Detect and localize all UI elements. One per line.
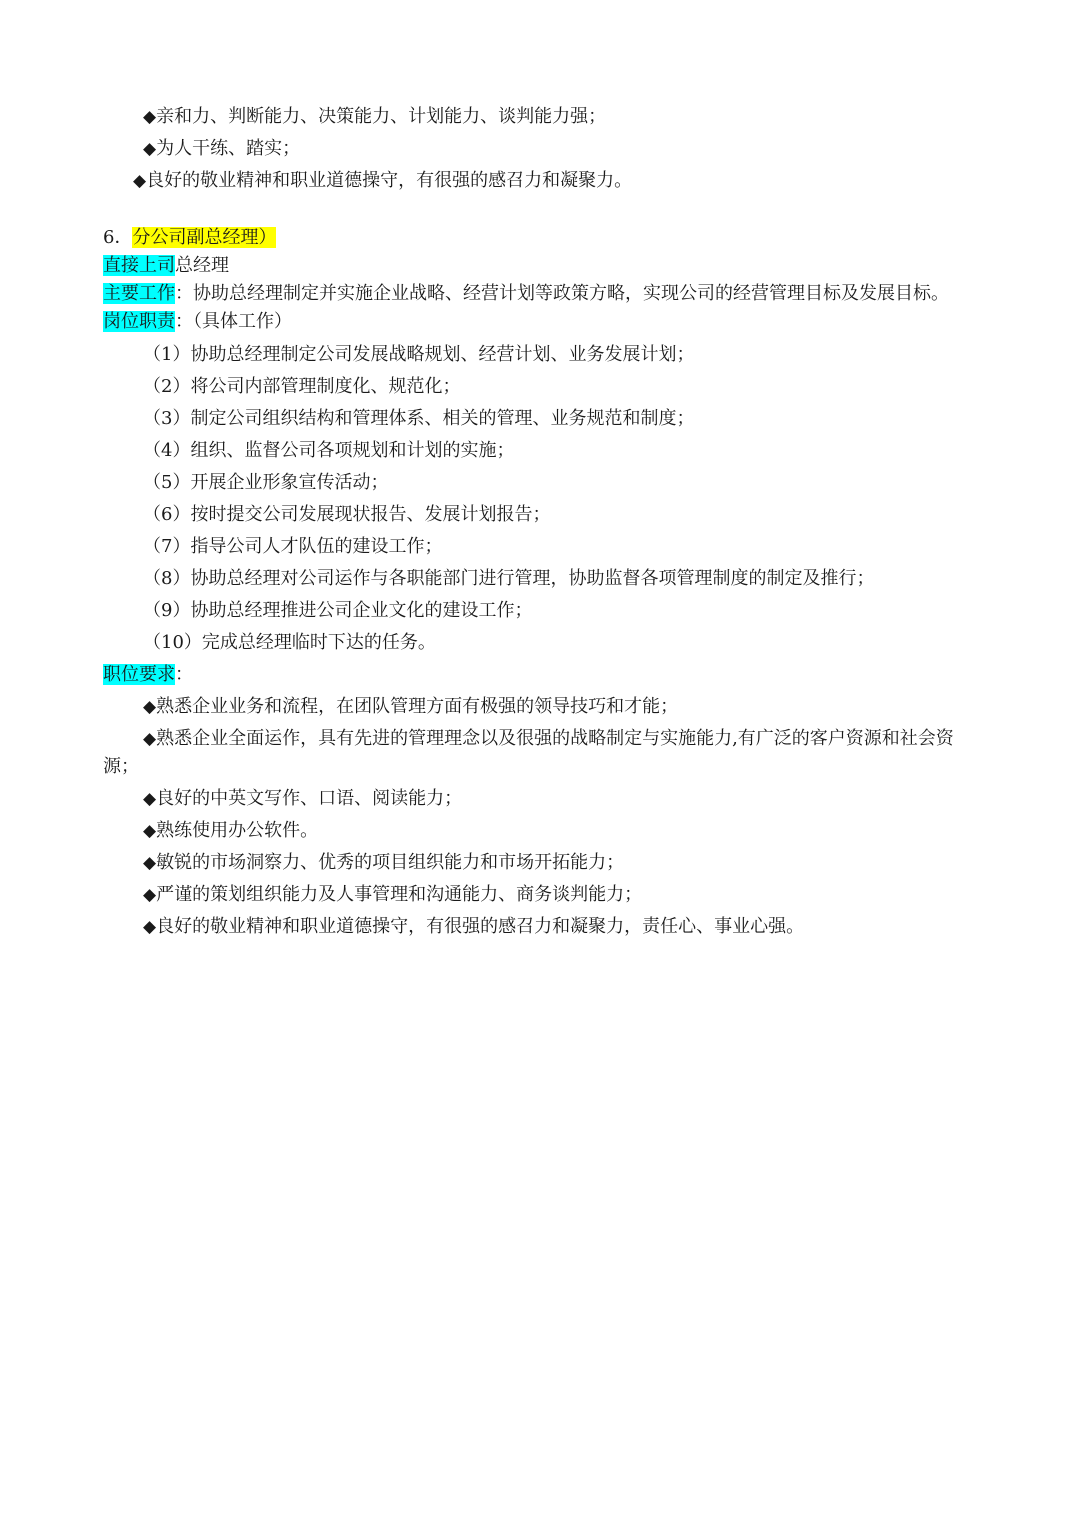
- requirement-item: [143, 786, 462, 812]
- duty-item: （9）协助总经理推进公司企业文化的建设工作；: [143, 600, 533, 621]
- requirements-suffix: ：: [175, 664, 193, 685]
- duties-row: [103, 309, 292, 335]
- supervisor-row: [103, 253, 229, 279]
- duty-item: （8）协助总经理对公司运作与各职能部门进行管理，协助监督各项管理制度的制定及推行；: [143, 568, 875, 589]
- requirement-item: [143, 850, 624, 876]
- duty-item: （6）按时提交公司发展现状报告、发展计划报告；: [143, 504, 551, 525]
- requirement-text: 严谨的策划组织能力及人事管理和沟通能力、商务谈判能力；: [156, 884, 643, 905]
- duty-item: （2）将公司内部管理制度化、规范化；: [143, 376, 461, 397]
- requirement-item: [143, 694, 678, 720]
- diamond-bullet-icon: ◆: [143, 729, 157, 749]
- requirement-text: 熟悉企业业务和流程，在团队管理方面有极强的领导技巧和才能；: [156, 696, 679, 717]
- bullet-text: 良好的敬业精神和职业道德操守，有很强的感召力和凝聚力。: [146, 170, 633, 191]
- requirements-row: [103, 662, 193, 688]
- top-bullet-line: [143, 104, 606, 130]
- section-number: 6．: [103, 227, 133, 248]
- diamond-bullet-icon: ◆: [143, 697, 157, 717]
- diamond-bullet-icon: ◆: [143, 789, 157, 809]
- main-work-label: 主要工作: [103, 283, 175, 304]
- diamond-bullet-icon: ◆: [143, 107, 157, 127]
- requirement-text: 良好的中英文写作、口语、阅读能力；: [156, 788, 463, 809]
- supervisor-label: 直接上司: [103, 255, 175, 276]
- duty-item: （5）开展企业形象宣传活动；: [143, 472, 389, 493]
- requirement-text: 敏锐的市场洞察力、优秀的项目组织能力和市场开拓能力；: [156, 852, 625, 873]
- requirement-item: [143, 726, 954, 752]
- requirement-item: [143, 818, 318, 844]
- diamond-bullet-icon: ◆: [143, 917, 157, 937]
- diamond-bullet-icon: ◆: [133, 171, 147, 191]
- diamond-bullet-icon: ◆: [143, 139, 157, 159]
- diamond-bullet-icon: ◆: [143, 821, 157, 841]
- diamond-bullet-icon: ◆: [143, 853, 157, 873]
- duty-item: （1）协助总经理制定公司发展战略规划、经营计划、业务发展计划；: [143, 344, 695, 365]
- duty-item: （4）组织、监督公司各项规划和计划的实施；: [143, 440, 515, 461]
- duties-suffix: ：（具体工作）: [175, 311, 292, 332]
- top-bullet-line: [133, 168, 632, 194]
- requirement-item: [143, 914, 804, 940]
- requirements-label: 职位要求: [103, 664, 175, 685]
- section-heading: [103, 225, 276, 251]
- duty-item: （7）指导公司人才队伍的建设工作；: [143, 536, 443, 557]
- requirement-text: 熟悉企业全面运作，具有先进的管理理念以及很强的战略制定与实施能力,有广泛的客户资源和社会资: [156, 728, 954, 749]
- requirement-text: 熟练使用办公软件。: [156, 820, 319, 841]
- main-work-row: [103, 281, 949, 307]
- requirement-text: 良好的敬业精神和职业道德操守，有很强的感召力和凝聚力，责任心、事业心强。: [156, 916, 805, 937]
- supervisor-value: 总经理: [175, 255, 229, 276]
- main-work-value: ：协助总经理制定并实施企业战略、经营计划等政策方略，实现公司的经营管理目标及发展目标。: [175, 283, 949, 304]
- duties-label: 岗位职责: [103, 311, 175, 332]
- duty-item: （3）制定公司组织结构和管理体系、相关的管理、业务规范和制度；: [143, 408, 695, 429]
- requirement-wrap: 源；: [103, 756, 139, 777]
- bullet-text: 为人干练、踏实；: [156, 138, 301, 159]
- diamond-bullet-icon: ◆: [143, 885, 157, 905]
- top-bullet-line: [143, 136, 300, 162]
- bullet-text: 亲和力、判断能力、决策能力、计划能力、谈判能力强；: [156, 106, 607, 127]
- duty-item: （10）完成总经理临时下达的任务。: [143, 632, 436, 653]
- requirement-item: [143, 882, 642, 908]
- section-title: 分公司副总经理）: [132, 227, 277, 248]
